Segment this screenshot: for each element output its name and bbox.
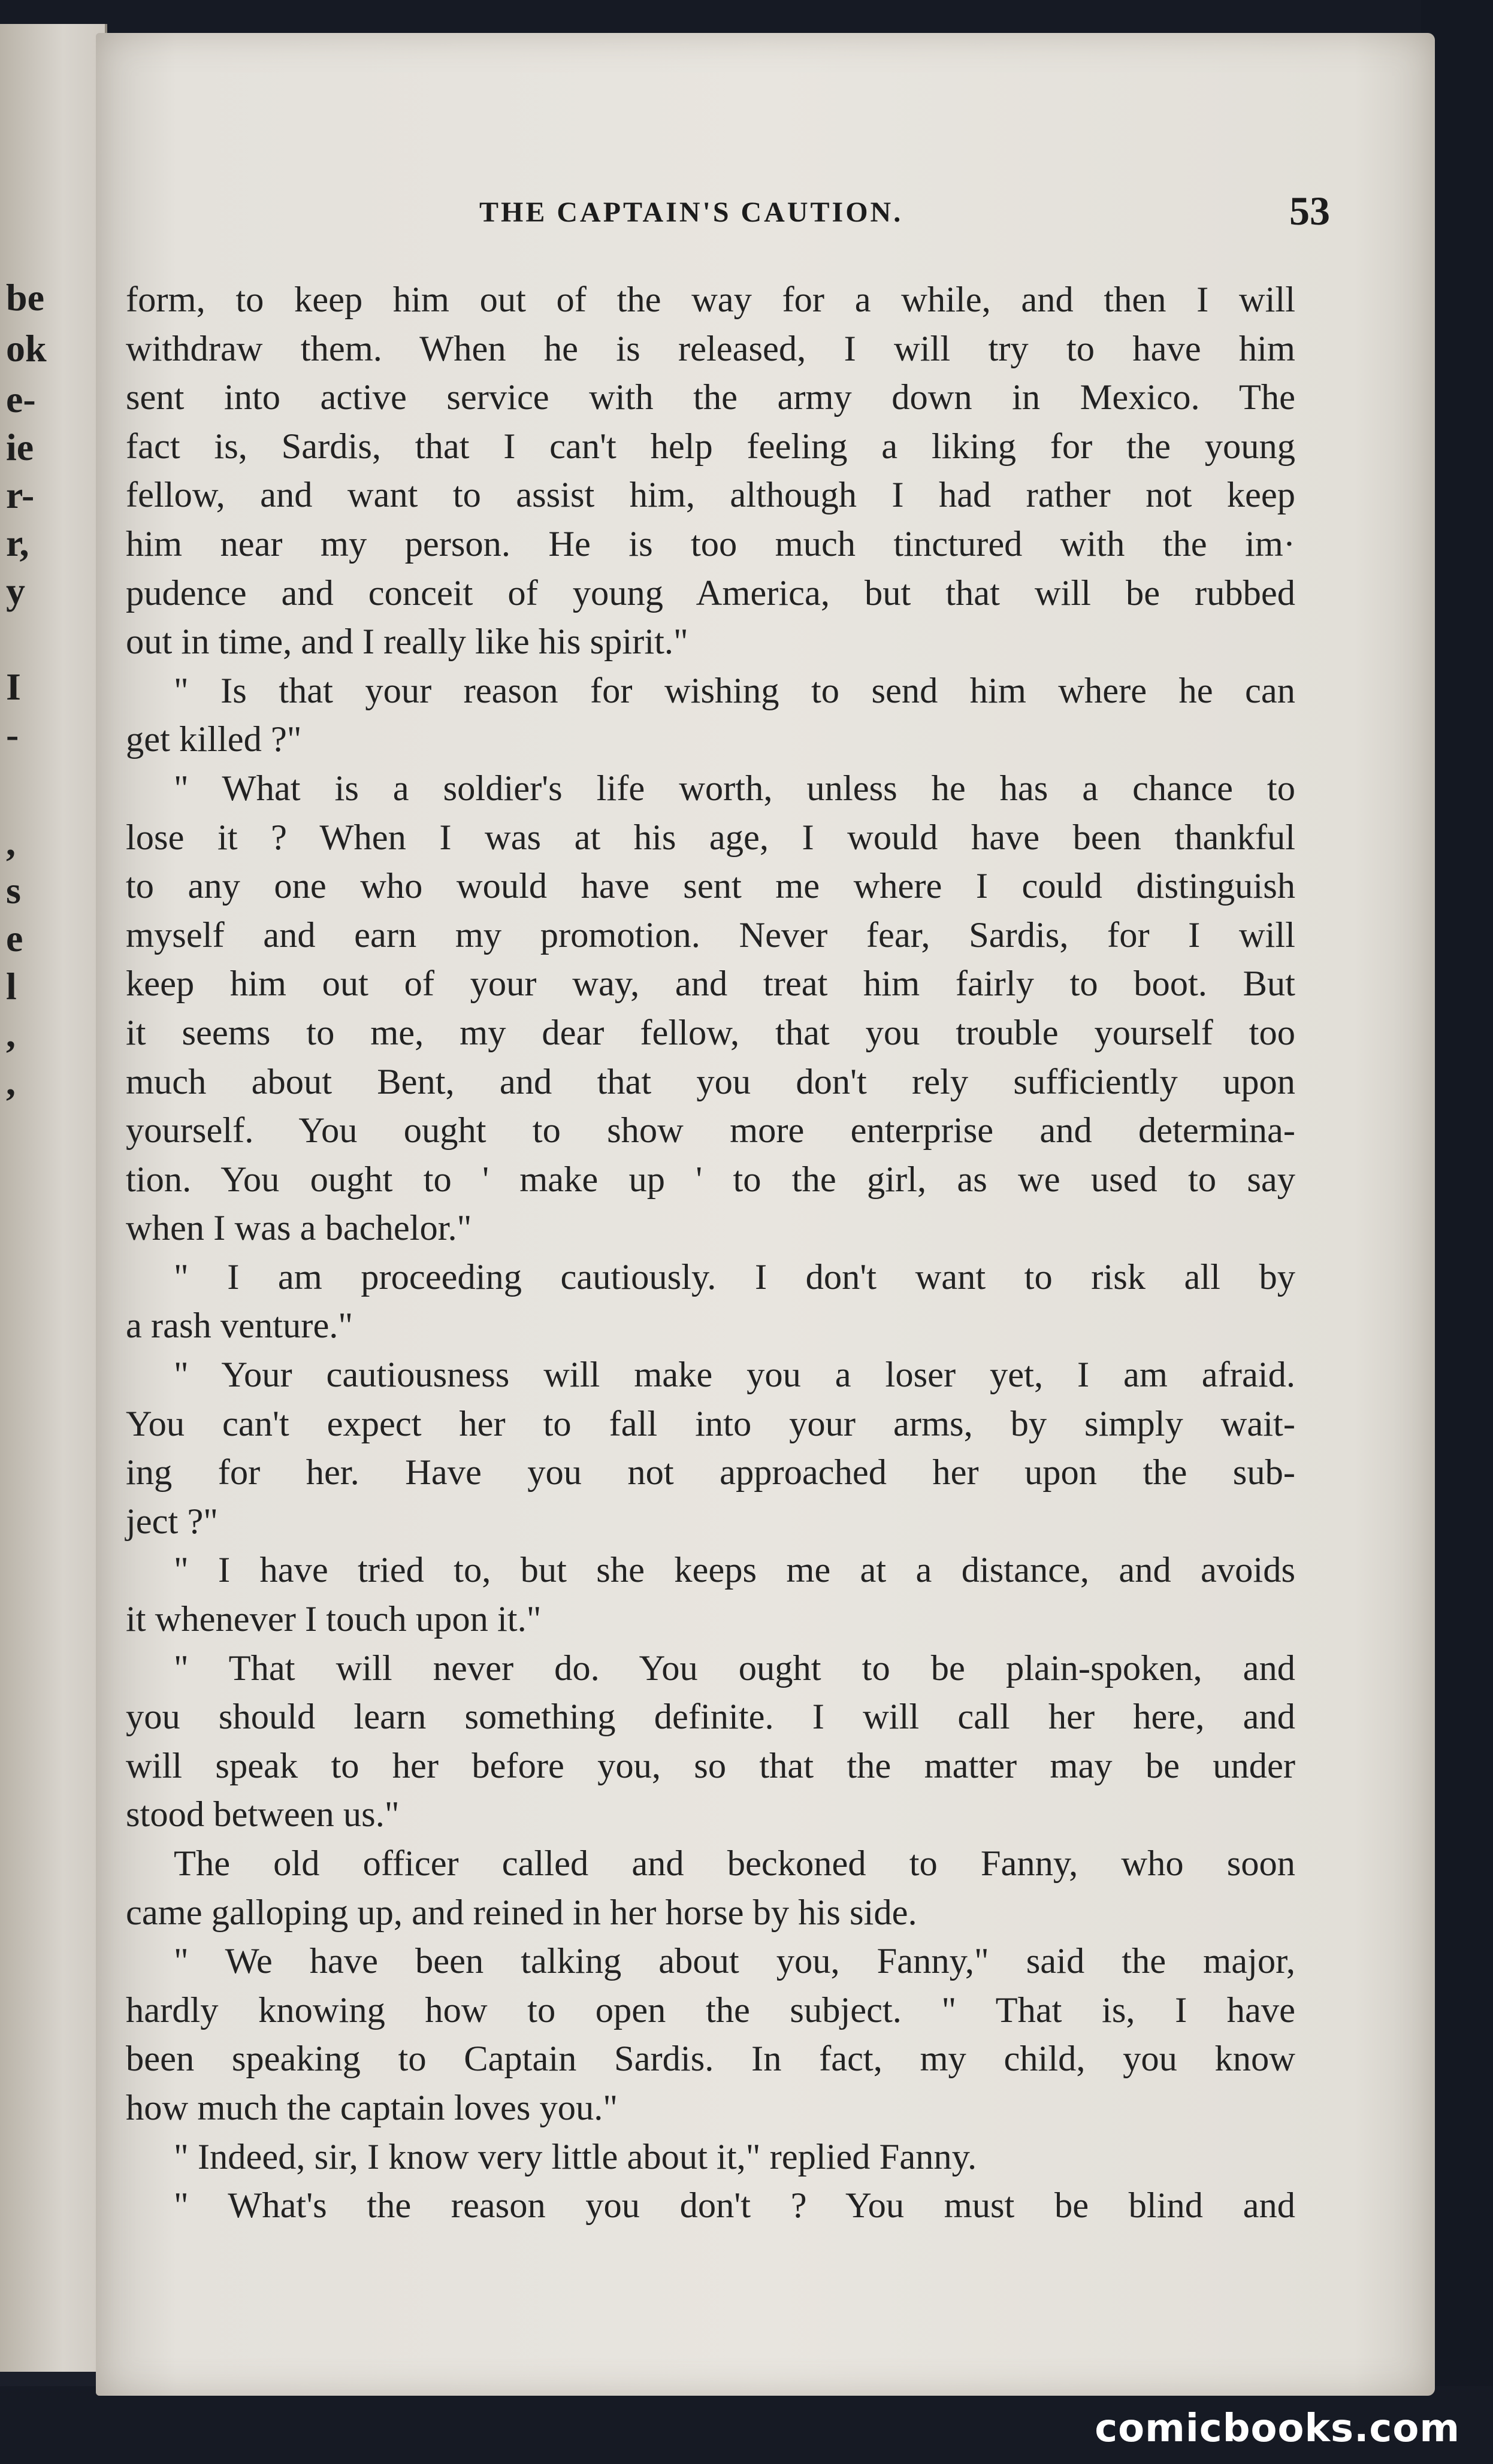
text-line: it whenever I touch upon it." (126, 1599, 542, 1640)
text-line: a rash venture." (126, 1306, 353, 1346)
text-line: out in time, and I really like his spirit." (126, 622, 688, 662)
text-line: sent into active service with the army down in Mexico. The (126, 377, 1295, 418)
text-line: will speak to her before you, so that the matter may be under (126, 1745, 1295, 1786)
text-line: how much the captain loves you." (126, 2087, 618, 2128)
text-line: to any one who would have sent me where I could distinguish (126, 866, 1295, 907)
text-line: form, to keep him out of the way for a while, and then I will (126, 280, 1295, 320)
text-line: " That will never do. You ought to be plain-spoken, and (174, 1648, 1295, 1688)
text-line: " What is a soldier's life worth, unless he has a chance to (174, 768, 1295, 809)
text-line: it seems to me, my dear fellow, that you trouble yourself too (126, 1012, 1295, 1053)
text-line: been speaking to Captain Sardis. In fact, my child, you know (126, 2039, 1295, 2079)
previous-page-edge (0, 24, 107, 2372)
previous-page-fragment: r- (6, 474, 35, 516)
previous-page-fragment: , (6, 821, 16, 864)
text-line: came galloping up, and reined in her horse by his side. (126, 1892, 917, 1933)
text-line: tion. You ought to ' make up ' to the girl, as we used to say (126, 1159, 1295, 1200)
text-line: get killed ?" (126, 719, 302, 760)
previous-page-fragment: , (6, 1013, 16, 1055)
text-line: " Is that your reason for wishing to send him where he can (174, 670, 1295, 711)
text-line: him near my person. He is too much tinctured with the im· (126, 523, 1295, 564)
page-number: 53 (1289, 188, 1330, 234)
previous-page-fragment: s (6, 869, 21, 912)
body-text (126, 276, 1295, 2230)
text-line: myself and earn my promotion. Never fear, Sardis, for I will (126, 915, 1295, 955)
text-line: " I have tried to, but she keeps me at a distance, and avoids (174, 1550, 1295, 1591)
text-line: keep him out of your way, and treat him fairly to boot. But (126, 964, 1295, 1004)
text-line: you should learn something definite. I will call her here, and (126, 1697, 1295, 1737)
book-page (96, 33, 1435, 2396)
text-line: fact is, Sardis, that I can't help feeling a liking for the young (126, 426, 1295, 467)
text-line: stood between us." (126, 1794, 400, 1835)
text-line: withdraw them. When he is released, I will try to have him (126, 328, 1295, 369)
text-line: " I am proceeding cautiously. I don't want to risk all by (174, 1257, 1295, 1297)
text-line: yourself. You ought to show more enterprise and determina- (126, 1110, 1295, 1151)
text-line: " What's the reason you don't ? You must be blind and (174, 2185, 1295, 2226)
text-line: " Your cautiousness will make you a loser yet, I am afraid. (174, 1355, 1295, 1396)
previous-page-fragment: be (6, 276, 44, 319)
previous-page-fragment: r, (6, 522, 29, 564)
running-head: THE CAPTAIN'S CAUTION. (479, 196, 903, 228)
text-line: You can't expect her to fall into your arms, by simply wait- (126, 1403, 1295, 1444)
previous-page-fragment: I (6, 665, 21, 708)
previous-page-fragment: e- (6, 378, 36, 420)
text-line: " Indeed, sir, I know very little about it," replied Fanny. (174, 2136, 977, 2177)
text-line: ject ?" (126, 1501, 218, 1542)
page-header (96, 159, 1435, 234)
text-line: much about Bent, and that you don't rely sufficiently upon (126, 1061, 1295, 1102)
text-line: The old officer called and beckoned to Fanny, who soon (174, 1844, 1295, 1884)
previous-page-fragment: l (6, 965, 17, 1007)
previous-page-fragment: , (6, 1061, 16, 1103)
text-line: ing for her. Have you not approached her upon the sub- (126, 1452, 1295, 1493)
previous-page-fragment: - (6, 713, 19, 756)
text-line: when I was a bachelor." (126, 1208, 472, 1249)
text-line: fellow, and want to assist him, although I had rather not keep (126, 475, 1295, 516)
text-line: lose it ? When I was at his age, I would have been thankful (126, 817, 1295, 858)
watermark: comicbooks.com (1095, 2407, 1460, 2451)
previous-page-fragment: ok (6, 327, 47, 370)
text-line: " We have been talking about you, Fanny," said the major, (174, 1941, 1295, 1982)
previous-page-fragment: y (6, 570, 25, 612)
text-line: hardly knowing how to open the subject. " That is, I have (126, 1990, 1295, 2030)
previous-page-fragment: e (6, 917, 23, 959)
previous-page-fragment: ie (6, 426, 34, 468)
text-line: pudence and conceit of young America, but that will be rubbed (126, 573, 1295, 613)
